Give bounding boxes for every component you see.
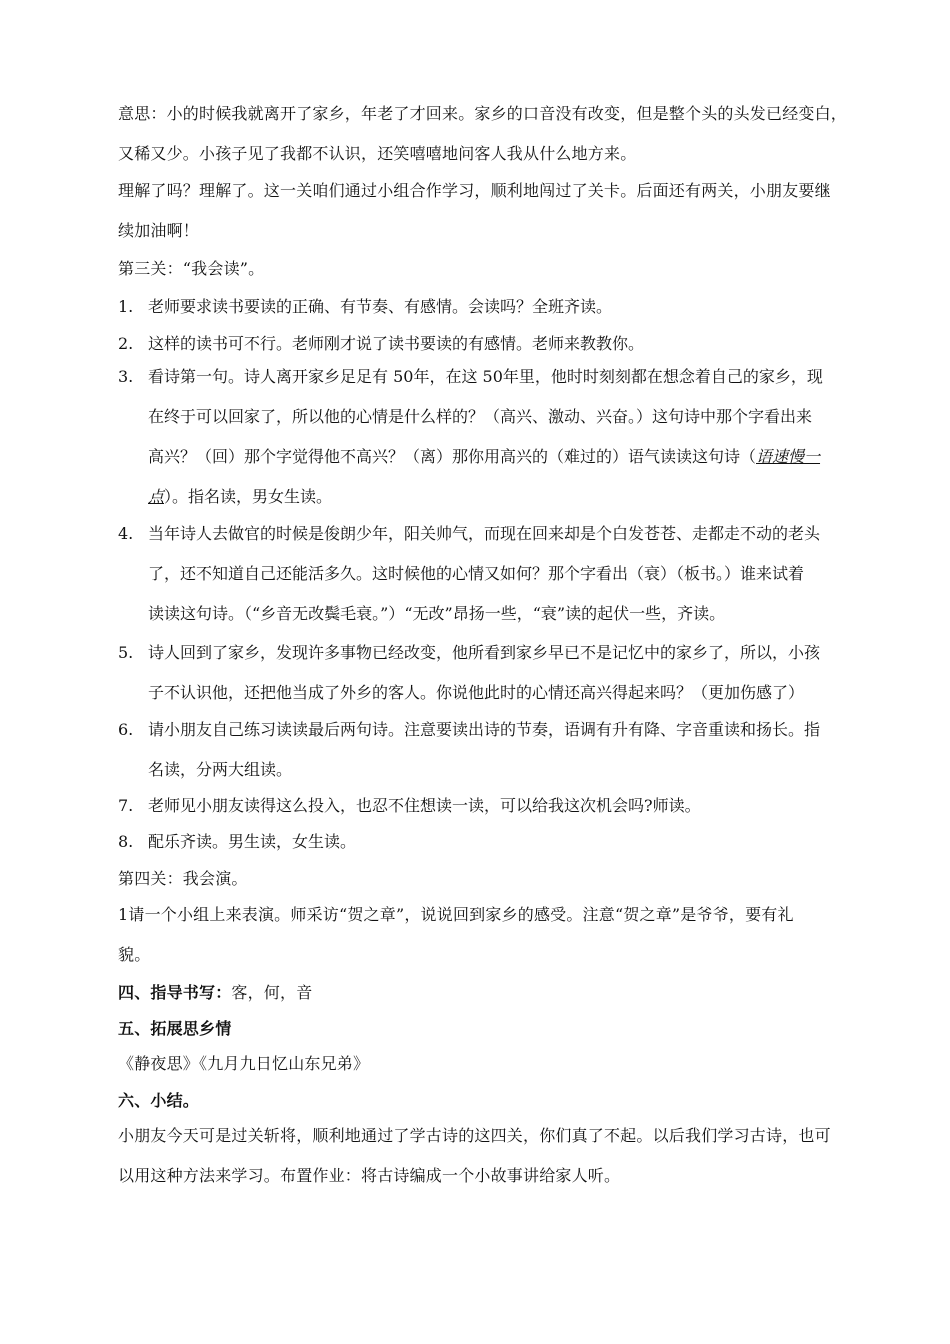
list-number: 1. (118, 297, 134, 316)
list-number: 7. (118, 796, 134, 815)
text-line: 看诗第一句。诗人离开家乡足足有 50年，在这 50年里，他时时刻刻都在想念着自己的家乡，现 (148, 367, 823, 386)
list-number: 4. (118, 524, 134, 543)
text-line (148, 437, 868, 477)
section4-heading (118, 982, 858, 1004)
meaning-paragraph (118, 94, 858, 174)
list-item-text: 老师见小朋友读得这么投入，也忍不住想读一读，可以给我这次机会吗?师读。 (148, 796, 701, 815)
perform-paragraph (118, 895, 858, 975)
text-segment: ）。指名读，男女生读。 (164, 487, 333, 506)
text-line: 小朋友今天可是过关斩将，顺利地通过了学古诗的这四关，你们真了不起。以后我们学习古诗，也可 (118, 1126, 831, 1145)
underlined-note: 语速慢一 (756, 447, 821, 466)
summary-paragraph (118, 1116, 858, 1196)
text-line: 貌。 (118, 945, 151, 964)
text-line: 在终于可以回家了，所以他的心情是什么样的？（高兴、激动、兴奋。）这句诗中那个字看出来 (148, 407, 813, 426)
list-number: 5. (118, 643, 134, 662)
poem-titles: 《静夜思》《九月九日忆山东兄弟》 (118, 1054, 370, 1073)
text-line: 请小朋友自己练习读读最后两句诗。注意要读出诗的节奏，语调有升有降、字音重读和扬长。指 (148, 720, 821, 739)
list-item-text: 老师要求读书要读的正确、有节奏、有感情。会读吗？全班齐读。 (148, 297, 613, 316)
list-number: 2. (118, 334, 134, 353)
text-line: 意思：小的时候我就离开了家乡，年老了才回来。家乡的口音没有改变，但是整个头的头发已经变白， (118, 104, 848, 123)
list-item-text (148, 633, 868, 713)
text-line: 当年诗人去做官的时候是俊朗少年，阳关帅气，而现在回来却是个白发苍苍、走都走不动的老头 (148, 524, 821, 543)
understand-paragraph (118, 171, 858, 251)
list-item-text (148, 357, 868, 517)
text-line: 1请一个小组上来表演。师采访“贺之章”，说说回到家乡的感受。注意“贺之章”是爷爷，要有礼 (118, 905, 794, 924)
underlined-note: 点 (148, 487, 165, 506)
section4-label: 四、指导书写： (118, 983, 232, 1002)
list-number: 8. (118, 832, 134, 851)
list-item-text (148, 514, 868, 634)
text-line: 以用这种方法来学习。布置作业：将古诗编成一个小故事讲给家人听。 (118, 1166, 621, 1185)
list-item-text (148, 710, 868, 790)
text-line: 续加油啊！ (118, 221, 200, 240)
section6-heading: 六、小结。 (118, 1091, 200, 1110)
section4-characters: 客，何，音 (231, 983, 313, 1002)
list-number: 6. (118, 720, 134, 739)
level4-title: 第四关：我会演。 (118, 869, 248, 888)
list-item-text: 这样的读书可不行。老师刚才说了读书要读的有感情。老师来教教你。 (148, 334, 645, 353)
text-line: 子不认识他，还把他当成了外乡的客人。你说他此时的心情还高兴得起来吗？（更加伤感了） (148, 683, 805, 702)
list-item-text: 配乐齐读。男生读，女生读。 (148, 832, 357, 851)
text-line: 名读，分两大组读。 (148, 760, 293, 779)
text-line: 理解了吗？理解了。这一关咱们通过小组合作学习，顺利地闯过了关卡。后面还有两关，小朋友要继 (118, 181, 831, 200)
text-line: 读读这句诗。（“乡音无改鬓毛衰。”）“无改”昂扬一些，“衰”读的起伏一些，齐读。 (148, 604, 726, 623)
level3-title: 第三关：“我会读”。 (118, 259, 265, 278)
section5-heading: 五、拓展思乡情 (118, 1019, 232, 1038)
list-number: 3. (118, 367, 134, 386)
text-line: 了，还不知道自己还能活多久。这时候他的心情又如何？那个字看出（衰）（板书。）谁来试着 (148, 564, 805, 583)
text-line (148, 477, 868, 517)
text-line: 诗人回到了家乡，发现许多事物已经改变，他所看到家乡早已不是记忆中的家乡了，所以，小孩 (148, 643, 821, 662)
text-segment: 高兴？（回）那个字觉得他不高兴？（离）那你用高兴的（难过的）语气读读这句诗（ (148, 447, 757, 466)
text-line: 又稀又少。小孩子见了我都不认识，还笑嘻嘻地问客人我从什么地方来。 (118, 144, 637, 163)
